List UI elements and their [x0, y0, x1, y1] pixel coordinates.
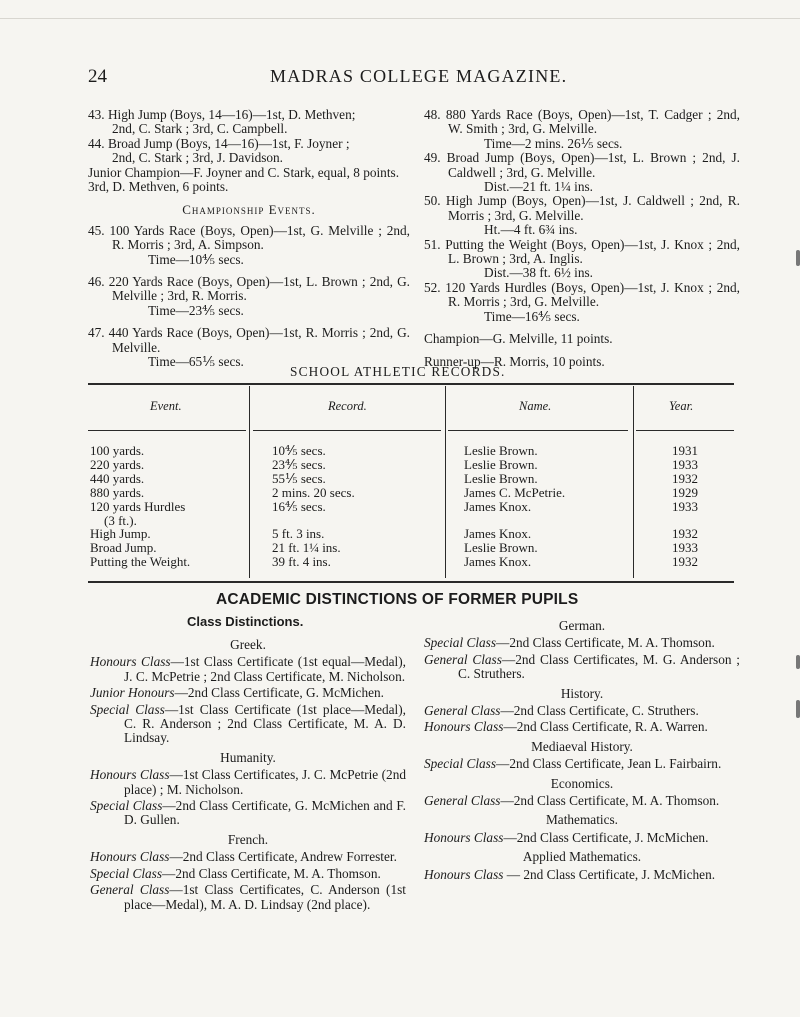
subject-mathematics: Mathematics. [545, 812, 618, 828]
table-cell [672, 514, 732, 528]
table-cell: 2 mins. 20 secs. [272, 484, 355, 500]
table-divider-1 [249, 386, 250, 578]
header-event: Event. [150, 399, 182, 413]
left-column-bottom [90, 633, 406, 914]
event-44: 44. Broad Jump (Boys, 14—16)—1st, F. Joyner ; 2nd, C. Stark ; 3rd, J. Davidson. [88, 135, 350, 166]
header-year: Year. [669, 399, 694, 413]
table-cell: 100 yards. [90, 443, 145, 458]
subject-history: History. [560, 685, 604, 701]
table-cell: 1933 [672, 456, 698, 472]
table-cell [272, 514, 442, 528]
right-column-bottom [424, 614, 740, 884]
event-48: 48. 880 Yards Race (Boys, Open)—1st, T. Cadger ; 2nd, W. Smith ; 3rd, G. Melville. Time—2 mins. 26⅕ secs. [424, 107, 740, 151]
distinction-entry: Junior Honours—2nd Class Certificate, G. McMichen. [90, 685, 384, 701]
distinction-entry: Special Class—2nd Class Certificate, M. A. Thomson. [424, 635, 715, 651]
academic-distinctions-heading: ACADEMIC DISTINCTIONS OF FORMER PUPILS [216, 591, 579, 608]
table-cell: Broad Jump. [90, 540, 157, 556]
distinction-entry: General Class—2nd Class Certificate, C. Struthers. [424, 703, 699, 719]
subject-economics: Economics. [550, 775, 614, 791]
binding-hole-mark [796, 655, 800, 669]
table-cell: Leslie Brown. [464, 456, 538, 472]
table-cell: 1933 [672, 498, 698, 514]
event-45: 45. 100 Yards Race (Boys, Open)—1st, G. Melville ; 2nd, R. Morris ; 3rd, A. Simpson. Time—10⅘ secs. [88, 222, 410, 267]
table-cell: James C. McPetrie. [464, 484, 566, 500]
table-divider-2 [445, 386, 446, 578]
table-cell: High Jump. [90, 526, 151, 542]
distinction-entry: Honours Class—1st Class Certificate (1st equal—Medal), J. C. McPetrie ; 2nd Class Certificate, M. Nicholson. [90, 654, 406, 684]
record-column [272, 444, 442, 569]
table-cell: 1929 [672, 484, 698, 500]
table-bottom-rule [88, 581, 734, 583]
event-52: 52. 120 Yards Hurdles (Boys, Open)—1st, J. Knox ; 2nd, R. Morris ; 3rd, G. Melville. Time—16⅘ secs. [424, 279, 740, 324]
distinction-entry: General Class—2nd Class Certificate, M. A. Thomson. [424, 793, 720, 809]
table-cell: James Knox. [464, 526, 532, 542]
distinction-entry: Special Class—2nd Class Certificate, M. A. Thomson. [90, 865, 381, 881]
event-51: 51. Putting the Weight (Boys, Open)—1st, J. Knox ; 2nd, L. Brown ; 3rd, A. Inglis. Dist.—38 ft. 6½ ins. [424, 236, 740, 281]
table-cell: 220 yards. [90, 456, 145, 472]
distinction-entry: Honours Class — 2nd Class Certificate, J. McMichen. [424, 866, 716, 882]
table-cell: James Knox. [464, 498, 532, 514]
table-top-rule [88, 383, 734, 385]
binding-hole-mark [796, 250, 800, 266]
championship-heading: Championship Events. [182, 202, 316, 218]
event-50: 50. High Jump (Boys, Open)—1st, J. Caldwell ; 2nd, R. Morris ; 3rd, G. Melville. Ht.—4 ft. 6¾ ins. [424, 193, 740, 238]
distinction-entry: Honours Class—2nd Class Certificate, R. A. Warren. [424, 719, 708, 735]
table-cell: 10⅘ secs. [272, 443, 326, 458]
table-cell: 5 ft. 3 ins. [272, 526, 325, 542]
table-cell: 1933 [672, 540, 698, 556]
header-record: Record. [328, 399, 367, 413]
subject-french: French. [227, 831, 269, 847]
distinction-entry: Special Class—2nd Class Certificate, Jean L. Fairbairn. [424, 756, 722, 772]
header-rule-year [636, 430, 734, 431]
table-cell: 55⅕ secs. [272, 470, 326, 486]
table-cell: (3 ft.). [104, 512, 137, 528]
header-rule-record [253, 430, 441, 431]
runner-up-line: Runner-up—R. Morris, 10 points. [424, 353, 605, 369]
event-47: 47. 440 Yards Race (Boys, Open)—1st, R. Morris ; 2nd, G. Melville. Time—65⅕ secs. [88, 325, 410, 370]
class-distinctions-heading: Class Distinctions. [187, 614, 304, 629]
table-cell: 16⅘ secs. [272, 498, 326, 514]
table-cell: Putting the Weight. [90, 554, 191, 570]
table-cell: Leslie Brown. [464, 470, 538, 486]
event-49: 49. Broad Jump (Boys, Open)—1st, L. Brown ; 2nd, J. Caldwell ; 3rd, G. Melville. Dist.—21 ft. 1¼ ins. [424, 150, 740, 195]
table-cell: 21 ft. 1¼ ins. [272, 540, 341, 556]
right-column-top [424, 108, 740, 369]
header-rule-event [88, 430, 246, 431]
table-divider-3 [633, 386, 634, 578]
records-title: SCHOOL ATHLETIC RECORDS. [290, 364, 506, 379]
distinction-entry: Honours Class—1st Class Certificates, J. C. McPetrie (2nd place) ; M. Nicholson. [90, 767, 406, 797]
event-46: 46. 220 Yards Race (Boys, Open)—1st, L. Brown ; 2nd, G. Melville ; 3rd, R. Morris. Time—23⅘ secs. [88, 274, 410, 318]
running-head: MADRAS COLLEGE MAGAZINE. [270, 66, 568, 86]
page-number: 24 [88, 66, 107, 87]
left-column-top [88, 108, 410, 370]
subject-mediaeval-history: Mediaeval History. [531, 738, 633, 754]
table-cell: 120 yards Hurdles [90, 498, 186, 514]
table-cell: James Knox. [464, 554, 532, 570]
year-column [672, 444, 732, 569]
distinction-entry: Honours Class—2nd Class Certificate, Andrew Forrester. [90, 849, 397, 865]
table-cell: Leslie Brown. [464, 540, 538, 556]
distinction-entry: Special Class—2nd Class Certificate, G. McMichen and F. D. Gullen. [90, 798, 406, 828]
event-column [90, 444, 248, 569]
distinction-entry: Special Class—1st Class Certificate (1st place—Medal), C. R. Anderson ; 2nd Class Certificate, M. A. D. Lindsay. [90, 701, 406, 746]
event-43: 43. High Jump (Boys, 14—16)—1st, D. Methven; 2nd, C. Stark ; 3rd, C. Campbell. [88, 107, 356, 137]
distinction-entry: General Class—1st Class Certificates, C. Anderson (1st place—Medal), M. A. D. Lindsay (2nd place). [90, 882, 406, 912]
table-cell: 440 yards. [90, 470, 145, 486]
champion-line: Champion—G. Melville, 11 points. [424, 331, 613, 347]
table-cell: 39 ft. 4 ins. [272, 554, 331, 570]
junior-champion: Junior Champion—F. Joyner and C. Stark, equal, 8 points. [88, 164, 400, 180]
binding-hole-mark [796, 700, 800, 718]
table-cell: Leslie Brown. [464, 443, 538, 458]
table-cell: 1931 [672, 443, 698, 458]
subject-humanity: Humanity. [220, 749, 276, 765]
table-cell: 1932 [672, 526, 698, 542]
scan-edge-line [0, 18, 800, 19]
third-place-note: 3rd, D. Methven, 6 points. [88, 179, 229, 195]
table-cell [464, 514, 629, 528]
header-name: Name. [519, 399, 552, 413]
subject-german: German. [558, 618, 606, 633]
table-cell: 1932 [672, 470, 698, 486]
table-cell: 880 yards. [90, 484, 145, 500]
subject-greek: Greek. [230, 637, 266, 652]
distinction-entry: General Class—2nd Class Certificates, M. G. Anderson ; C. Struthers. [424, 651, 740, 682]
distinction-entry: Honours Class—2nd Class Certificate, J. McMichen. [424, 829, 709, 845]
name-column [464, 444, 629, 569]
header-rule-name [448, 430, 628, 431]
table-cell: 1932 [672, 554, 698, 570]
subject-applied-mathematics: Applied Mathematics. [522, 849, 642, 865]
table-cell: 23⅘ secs. [272, 456, 326, 472]
